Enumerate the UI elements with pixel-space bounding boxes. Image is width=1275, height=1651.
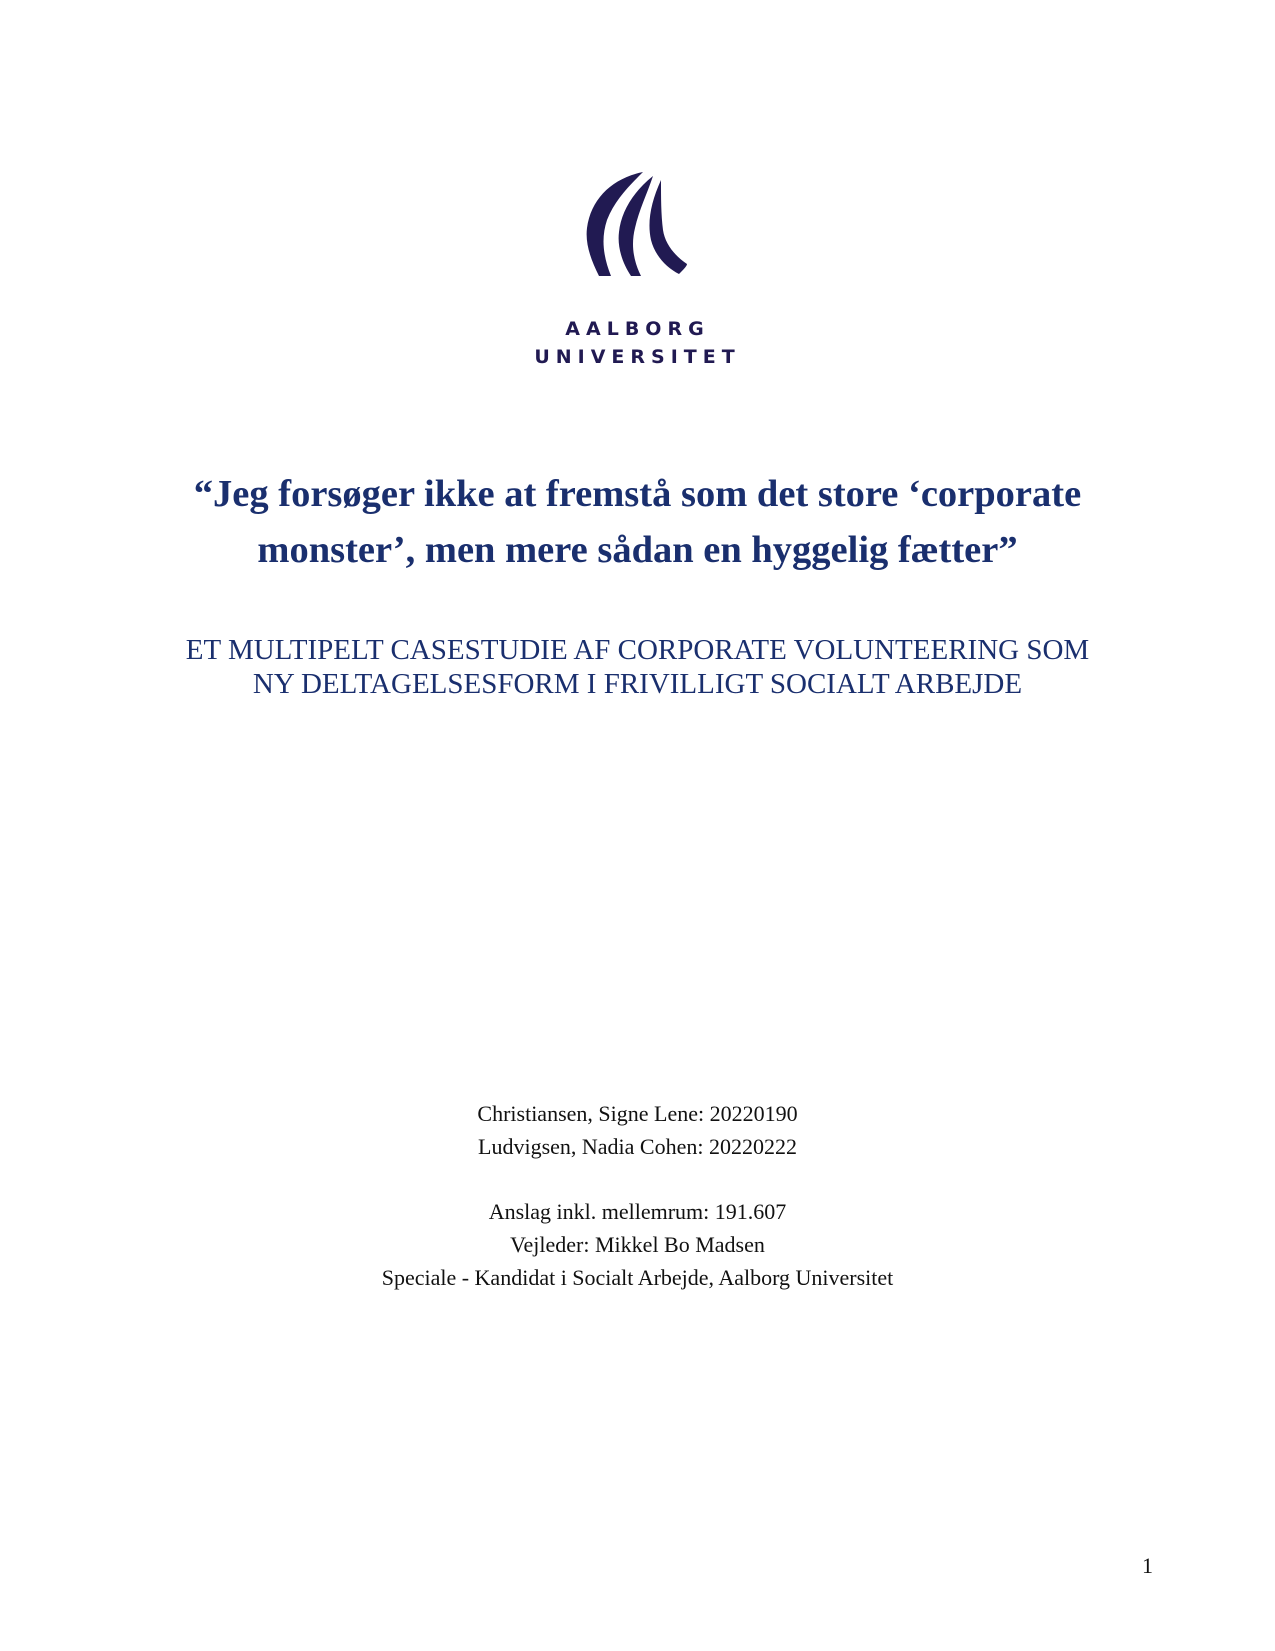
thesis-subtitle (90, 633, 1185, 701)
page-number: 1 (1142, 1553, 1153, 1578)
thesis-subtitle-line2: NY DELTAGELSESFORM I FRIVILLIGT SOCIALT ARBEJDE (252, 668, 1023, 700)
authors-block (0, 1097, 1275, 1163)
thesis-title-line2: monster’, men mere sådan en hyggelig fætter” (257, 529, 1018, 571)
details-block (0, 1195, 1275, 1294)
logo-wordmark-line2: UNIVERSITET (534, 346, 741, 368)
character-count: Anslag inkl. mellemrum: 191.607 (488, 1199, 787, 1224)
thesis-title (90, 466, 1185, 578)
logo-wordmark-line1: AALBORG (565, 318, 710, 340)
author-2: Ludvigsen, Nadia Cohen: 20220222 (478, 1134, 797, 1159)
program: Speciale - Kandidat i Socialt Arbejde, Aalborg Universitet (381, 1265, 894, 1290)
aau-wave-logo-icon (583, 170, 693, 280)
author-1: Christiansen, Signe Lene: 20220190 (477, 1101, 798, 1126)
thesis-title-line1: “Jeg forsøger ikke at fremstå som det store ‘corporate (193, 473, 1082, 515)
university-logo (0, 170, 1275, 280)
supervisor: Vejleder: Mikkel Bo Madsen (510, 1232, 765, 1257)
thesis-subtitle-line1: ET MULTIPELT CASESTUDIE AF CORPORATE VOLUNTEERING SOM (185, 634, 1090, 666)
